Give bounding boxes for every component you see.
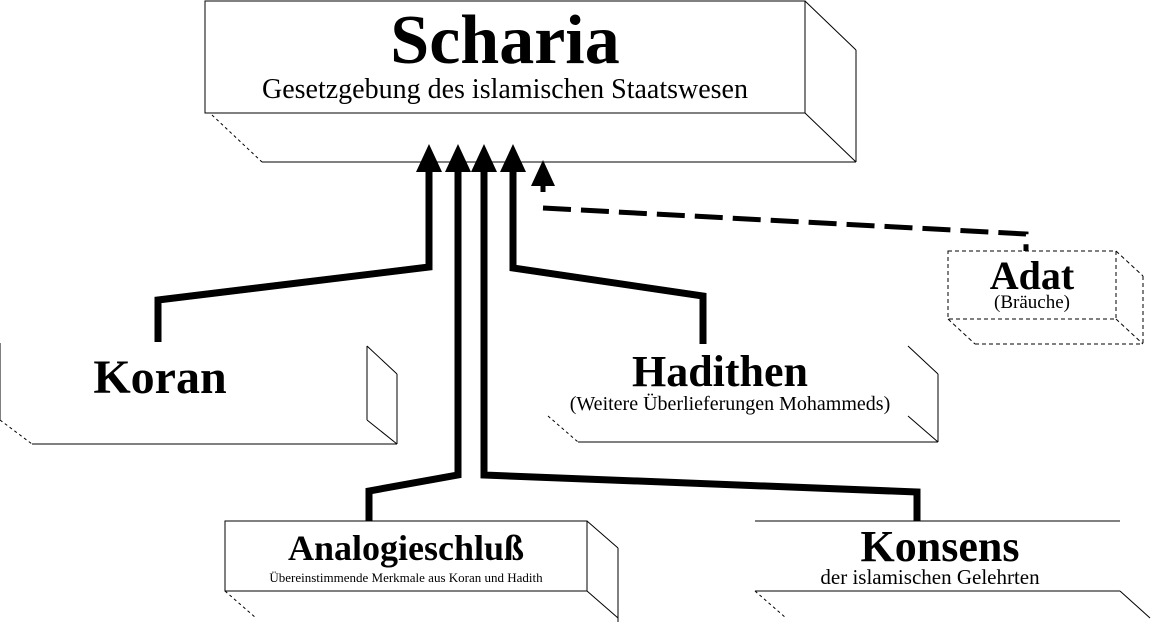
consensus-title: Konsens — [860, 522, 1020, 571]
analogy-subtitle: Übereinstimmende Merkmale aus Koran und Hadith — [269, 570, 543, 585]
sharia-subtitle: Gesetzgebung des islamischen Staatswesen — [262, 74, 748, 105]
arrowhead-hadith — [500, 144, 526, 172]
koran-title: Koran — [93, 351, 227, 404]
arrowhead-adat — [531, 160, 555, 186]
arrowhead-koran — [416, 144, 442, 172]
arrowhead-consensus — [471, 144, 497, 172]
hadith-title: Hadithen — [631, 347, 809, 396]
adat-connector — [543, 184, 1026, 251]
koran-connector — [158, 172, 429, 342]
hadith-subtitle: (Weitere Überlieferungen Mohammeds) — [569, 393, 891, 415]
analogy-title: Analogieschluß — [287, 528, 525, 568]
arrowhead-analogy — [445, 144, 471, 172]
adat-subtitle: (Bräuche) — [994, 292, 1070, 313]
analogy-connector — [369, 172, 458, 521]
consensus-subtitle: der islamischen Gelehrten — [820, 565, 1040, 589]
sharia-title: Scharia — [390, 2, 620, 79]
hadith-connector — [513, 172, 703, 344]
adat-title: Adat — [989, 253, 1075, 298]
